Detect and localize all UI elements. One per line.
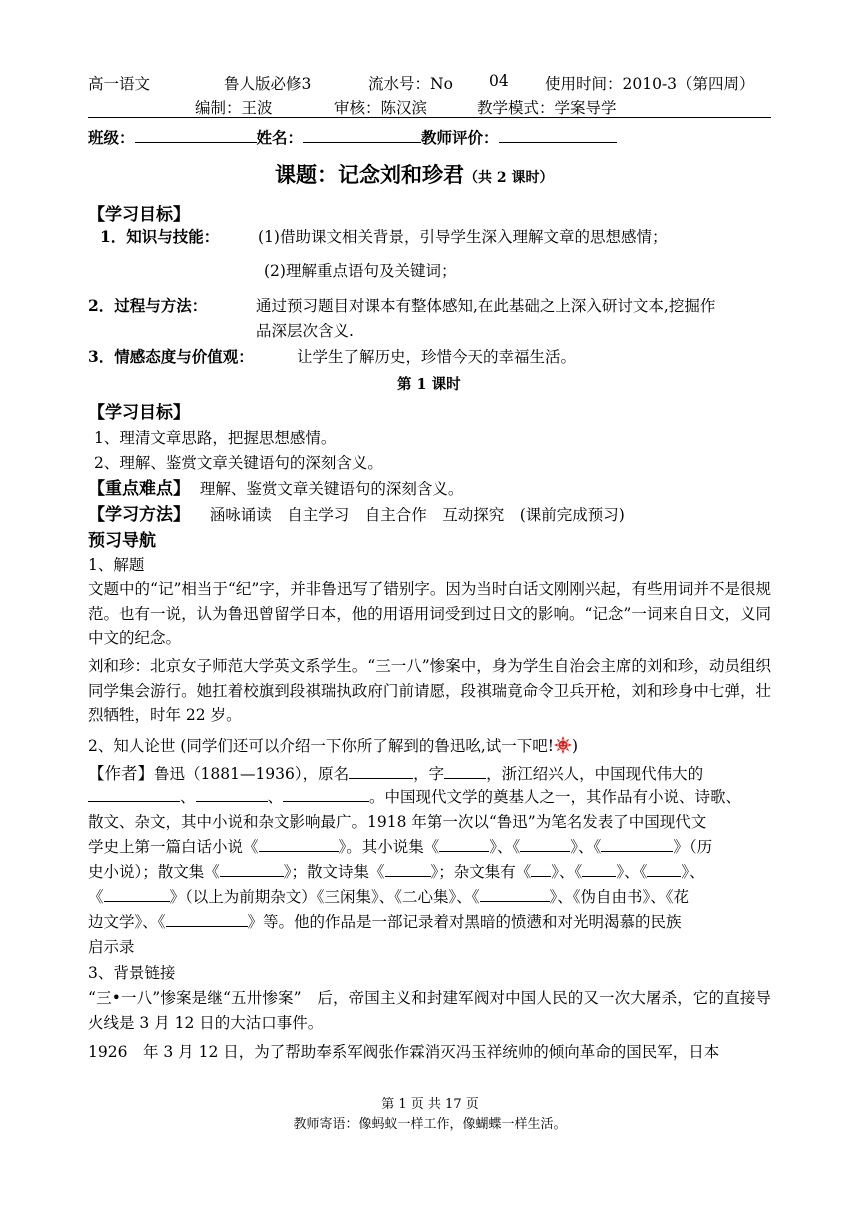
footer-page-number: 第 1 页 共 17 页 (381, 1097, 479, 1112)
author-text: 》、《 (570, 838, 602, 856)
name-blank[interactable] (303, 126, 421, 143)
section2-title: 2、知人论世 (同学们还可以介绍一下你所了解到的鲁迅吆,试一下吧! (88, 737, 554, 755)
author-line-7 (88, 910, 682, 932)
author-text: 》。其小说集《 (338, 838, 440, 856)
lesson1-goals-heading: 【学习目标】 (88, 403, 190, 423)
author-text: 、 (267, 788, 284, 806)
author-text: 》、《 (616, 863, 648, 881)
prose-collection-blank[interactable] (220, 860, 284, 877)
author-text: ，浙江绍兴人，中国现代伟大的 (486, 765, 704, 783)
identity-blank-3[interactable] (283, 785, 369, 802)
lesson1-goal-2: 2、理解、鉴赏文章关键语句的深刻含义。 (94, 454, 383, 472)
essay-blank-4[interactable] (104, 885, 170, 902)
footer-motto: 教师寄语：像蚂蚁一样工作，像蝴蝶一样生活。 (293, 1117, 567, 1132)
section2-title-line (88, 734, 578, 756)
prose-poem-blank[interactable] (385, 860, 431, 877)
form-line (88, 126, 617, 148)
header-subject: 高一语文 (88, 75, 151, 93)
header-mode: 教学模式：学案导学 (477, 99, 617, 117)
author-text: 》、《 (551, 863, 583, 881)
section1-title: 1、解题 (88, 556, 145, 574)
novel-collection-blank-1[interactable] (439, 835, 489, 852)
identity-blank-1[interactable] (88, 785, 180, 802)
eval-blank[interactable] (499, 126, 617, 143)
author-text: 学史上第一篇白话小说《 (88, 838, 259, 856)
author-text: 史小说）；散文集《 (88, 863, 220, 881)
goal-emotion-text: 让学生了解历史，珍惜今天的幸福生活。 (297, 348, 577, 366)
author-text: 。中国现代文学的奠基人之一，其作品有小说、诗歌、 (369, 788, 742, 806)
author-line-2 (88, 785, 741, 807)
goal-knowledge-label: 1．知识与技能： (100, 227, 220, 246)
keypoints-label: 【重点难点】 (88, 479, 190, 499)
author-line-1 (88, 760, 703, 784)
header-use-time: 使用时间：2010-3（第四周） (545, 75, 755, 93)
author-line-4 (88, 835, 712, 857)
goal-process-label: 2．过程与方法： (88, 296, 208, 315)
section3-title: 3、背景链接 (88, 964, 176, 982)
section3-paragraph-2: 1926 年 3 月 12 日，为了帮助奉系军阀张作霖消灭冯玉祥统帅的倾向革命的国民军，日本 (88, 1043, 720, 1061)
preview-heading: 预习导航 (88, 531, 156, 551)
author-text: 《 (88, 888, 104, 906)
goal-process-text-2: 品深层次含义. (256, 322, 354, 340)
author-text: 》、《 (489, 838, 521, 856)
header-reviewer: 审核：陈汉滨 (334, 99, 428, 117)
section1-paragraph-1: 文题中的“记”相当于“纪”字，并非鲁迅写了错别字。因为当时白话文刚刚兴起，有些用词并不是很规范。也有一说，认为鲁迅曾留学日本，他的用语用词受到过日文的影响。“记念”一词来自日文，义同中文的纪念。 (88, 580, 771, 648)
header-editor: 编制：王波 (195, 99, 273, 117)
original-name-blank[interactable] (349, 762, 413, 779)
author-text: 》（以上为前期杂文）《三闲集》、《二心集》、《 (169, 888, 480, 906)
author-label: 【作者】 (88, 764, 154, 783)
author-text: 》（历 (673, 838, 713, 856)
lesson1-goal-1: 1、理清文章思路，把握思想感情。 (94, 429, 337, 447)
author-line-6 (88, 885, 689, 907)
author-text: 》；杂文集有《 (430, 863, 532, 881)
sun-smiley-icon (554, 736, 572, 754)
goals-heading: 【学习目标】 (88, 205, 190, 225)
goal-emotion-label: 3．情感态度与价值观： (88, 347, 254, 366)
lesson1-keypoints (88, 474, 463, 499)
class-label: 班级： (88, 128, 135, 147)
lesson1-methods (88, 500, 625, 525)
header-serial-label: 流水号：No (368, 75, 453, 93)
methods-label: 【学习方法】 (88, 505, 190, 525)
essay-blank-1[interactable] (531, 860, 551, 877)
keypoints-text: 理解、鉴赏文章关键语句的深刻含义。 (199, 480, 464, 498)
eval-label: 教师评价： (421, 128, 499, 147)
author-text: 》、 (681, 863, 705, 881)
header-rule (88, 117, 771, 118)
courtesy-name-blank[interactable] (444, 762, 486, 779)
section2-title-close: ) (572, 737, 579, 755)
goal-knowledge-2: (2)理解重点语句及关键词； (264, 262, 457, 280)
methods-text: 涵咏诵读 自主学习 自主合作 互动探究 (课前完成预习) (209, 506, 625, 524)
identity-blank-2[interactable] (196, 785, 268, 802)
novel-collection-blank-3[interactable] (601, 835, 673, 852)
section3-paragraph-1: “三•一八”惨案是继“五卅惨案” 后，帝国主义和封建军阀对中国人民的又一次大屠杀，它的直接导火线是 3 月 12 日的大沽口事件。 (88, 989, 771, 1032)
goal-process-text-1: 通过预习题目对课本有整体感知,在此基础之上深入研讨文本,挖掘作 (256, 297, 716, 315)
header-textbook: 鲁人版必修3 (224, 75, 312, 93)
author-text: 鲁迅（1881—1936），原名 (154, 765, 350, 783)
author-line-8: 启示录 (88, 938, 135, 956)
lesson1-heading: 第 1 课时 (397, 376, 461, 393)
author-text: 》；散文诗集《 (283, 863, 385, 881)
author-text: 》等。他的作品是一部记录着对黑暗的愤懑和对光明渴慕的民族 (247, 913, 682, 931)
title-main: 课题：记念刘和珍君 (275, 162, 464, 187)
page-title (275, 159, 554, 189)
title-sub: （共 2 课时） (464, 170, 554, 186)
first-novel-blank[interactable] (259, 835, 339, 852)
author-text: ，字 (413, 765, 445, 783)
section1-paragraph-2: 刘和珍：北京女子师范大学英文系学生。“三一八”惨案中，身为学生自治会主席的刘和珍，动员组织同学集会游行。她扛着校旗到段祺瑞执政府门前请愿，段祺瑞竟命令卫兵开枪，刘和珍身中七弹，壮烈牺牲，时年 22 岁。 (88, 657, 771, 725)
author-text: 边文学》、《 (88, 913, 166, 931)
author-text: 、 (180, 788, 196, 806)
goal-knowledge-1: (1)借助课文相关背景，引导学生深入理解文章的思想感情； (258, 228, 668, 246)
essay-blank-5[interactable] (480, 885, 550, 902)
essay-blank-2[interactable] (582, 860, 616, 877)
name-label: 姓名： (256, 128, 304, 147)
author-text: 》、《伪自由书》、《花 (549, 888, 690, 906)
novel-collection-blank-2[interactable] (520, 835, 570, 852)
author-line-5 (88, 860, 705, 882)
class-blank[interactable] (135, 126, 257, 143)
header-serial-no: 04 (489, 72, 509, 90)
essay-blank-6[interactable] (166, 910, 248, 927)
author-line-3: 散文、杂文，其中小说和杂文影响最广。1918 年第一次以“鲁迅”为笔名发表了中国现代文 (88, 813, 707, 831)
essay-blank-3[interactable] (647, 860, 681, 877)
